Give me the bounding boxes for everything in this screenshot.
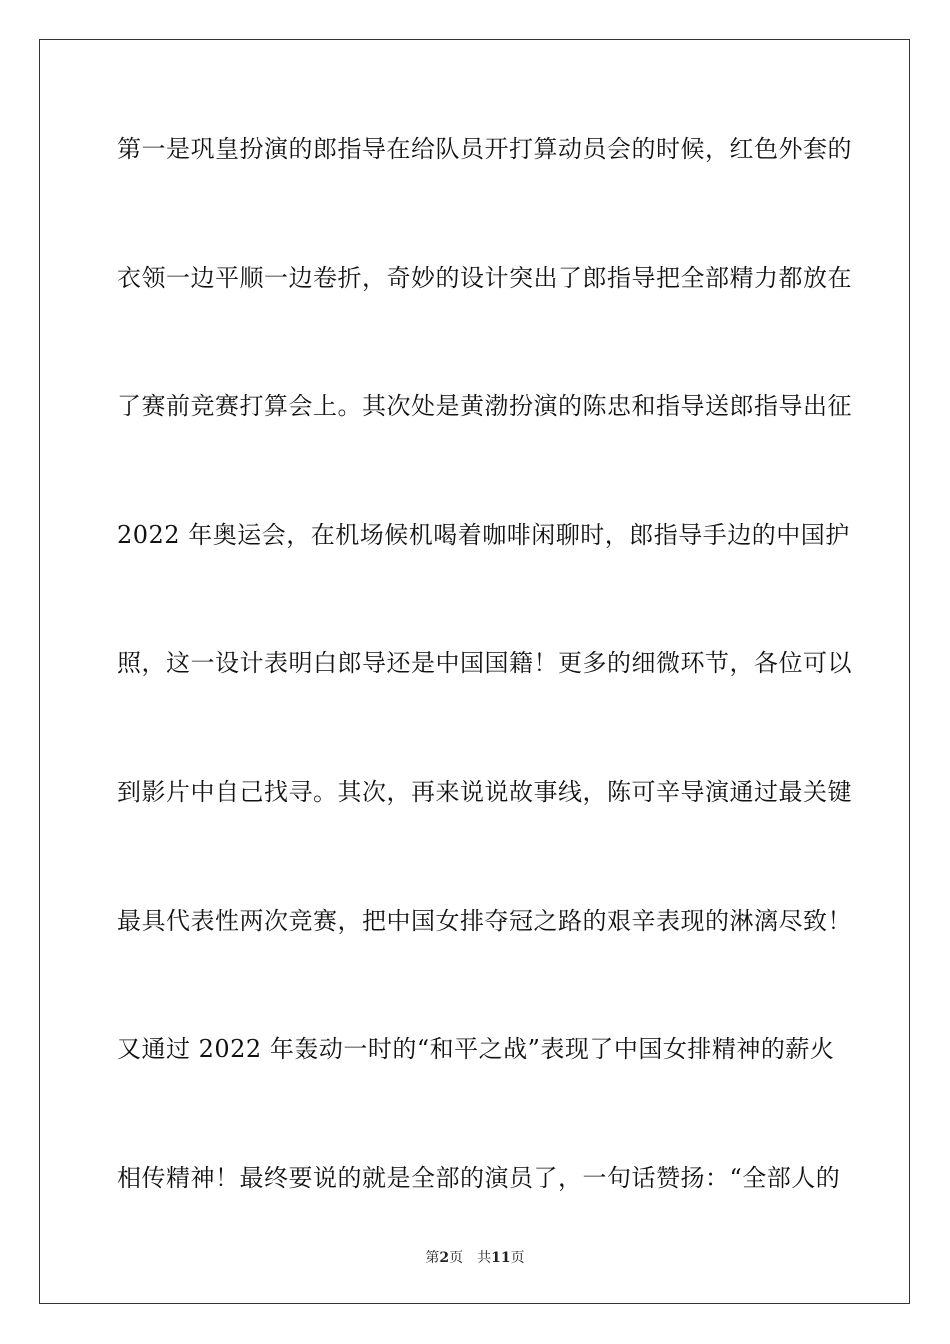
text-line-2: 衣领一边平顺一边卷折，奇妙的设计突出了郎指导把全部精力都放在 — [117, 263, 852, 292]
total-suffix: 页 — [510, 1250, 525, 1266]
text-line-5: 照，这一设计表明白郎导还是中国国籍！更多的细微环节，各位可以 — [117, 649, 852, 678]
page-number: 2 — [439, 1250, 450, 1266]
text-line-7: 最具代表性两次竞赛，把中国女排夺冠之路的艰辛表现的淋漓尽致！ — [117, 906, 852, 935]
page-footer — [0, 1247, 950, 1267]
page-prefix: 第 — [425, 1250, 440, 1266]
page-suffix: 页 — [449, 1250, 464, 1266]
text-line-8: 又通过 2022 年轰动一时的“和平之战”表现了中国女排精神的薪火 — [117, 1035, 835, 1064]
total-pages: 11 — [491, 1250, 511, 1266]
text-line-6: 到影片中自己找寻。其次，再来说说故事线，陈可辛导演通过最关键 — [117, 777, 852, 806]
document-body — [117, 129, 852, 1286]
text-line-4: 2022 年奥运会，在机场候机喝着咖啡闲聊时，郎指导手边的中国护 — [117, 520, 850, 549]
text-line-3: 了赛前竞赛打算会上。其次处是黄渤扮演的陈忠和指导送郎指导出征 — [117, 392, 852, 421]
text-line-9: 相传精神！最终要说的就是全部的演员了，一句话赞扬：“全部人的 — [117, 1163, 841, 1192]
text-line-1: 第一是巩皇扮演的郎指导在给队员开打算动员会的时候，红色外套的 — [117, 135, 852, 163]
total-prefix: 共 — [477, 1250, 492, 1266]
